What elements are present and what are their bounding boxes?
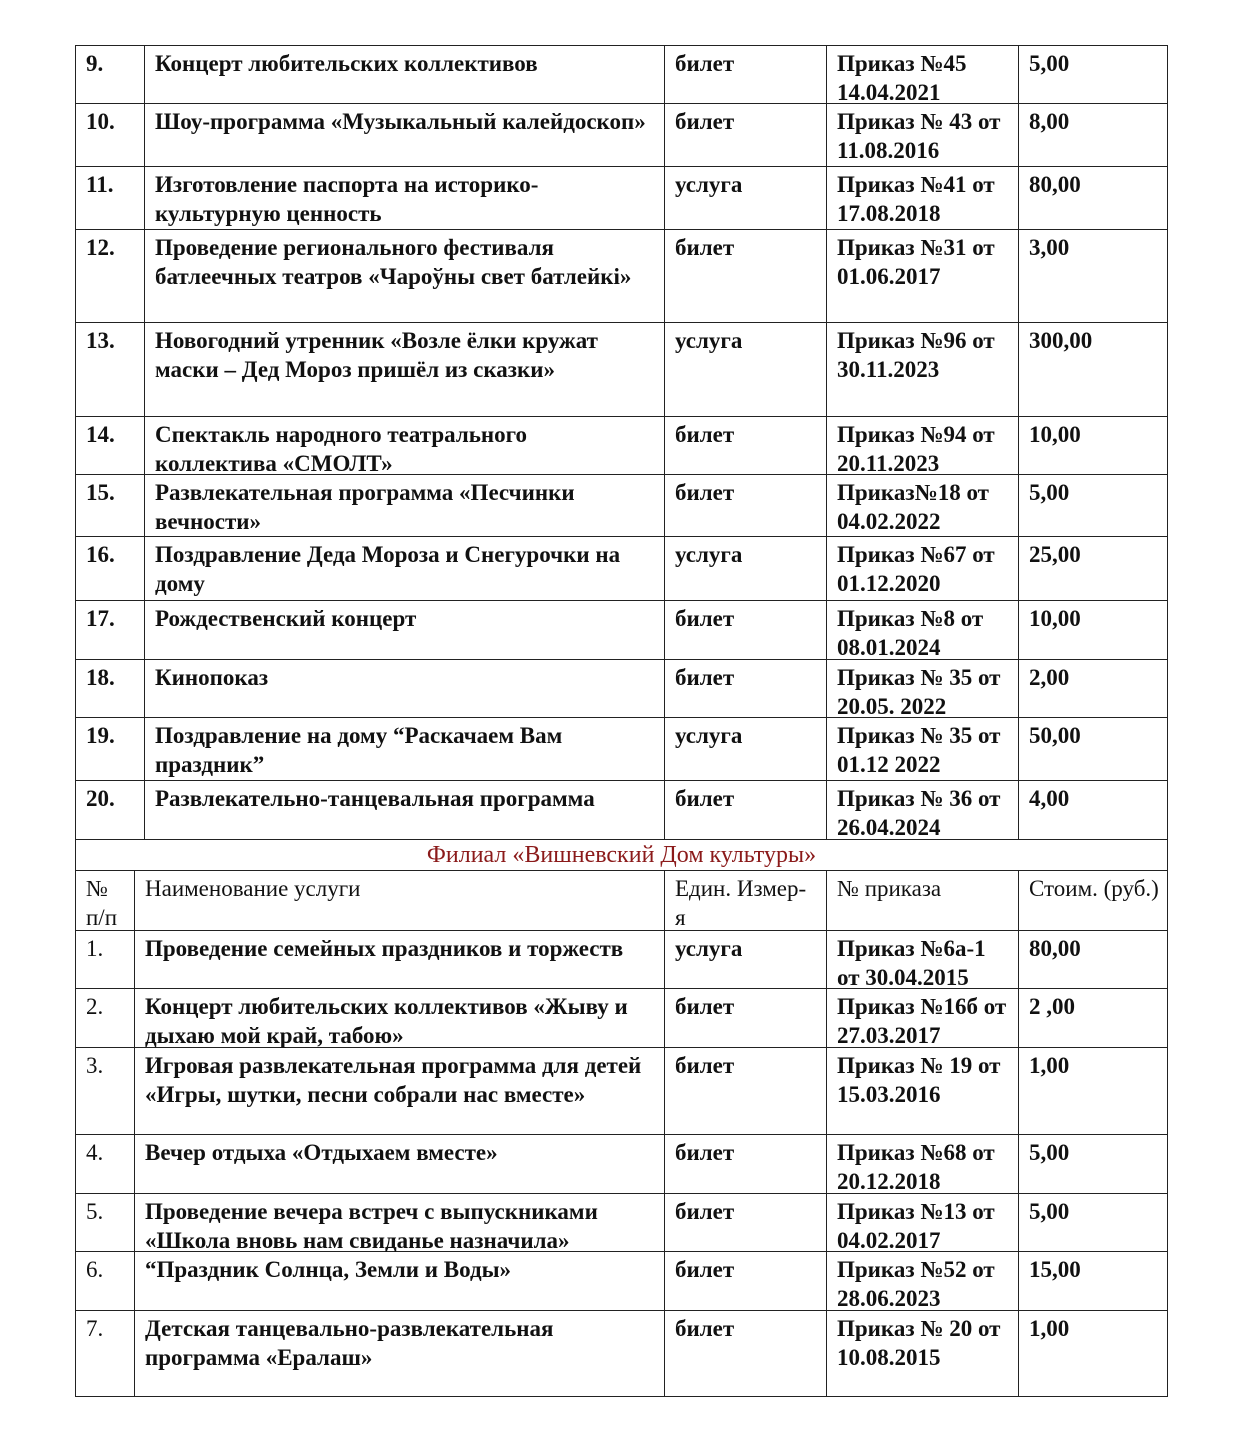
table-row <box>75 1135 1168 1194</box>
order-reference: Приказ № 36 от 26.04.2024 <box>826 781 1018 839</box>
table-row <box>75 537 1168 601</box>
table-row <box>75 323 1168 417</box>
order-reference: Приказ № 35 от 01.12 2022 <box>826 718 1018 780</box>
price: 2,00 <box>1018 660 1169 717</box>
table-row <box>75 475 1168 537</box>
order-reference: Приказ №45 14.04.2021 <box>826 46 1018 103</box>
service-name: Изготовление паспорта на историко-культурную ценность <box>144 167 664 229</box>
unit-of-measure: услуга <box>664 167 826 229</box>
row-number: 14. <box>86 422 115 447</box>
table-row <box>75 718 1168 781</box>
unit-of-measure: билет <box>664 475 826 536</box>
row-number: 7. <box>86 1316 104 1341</box>
order-reference: Приказ №41 от 17.08.2018 <box>826 167 1018 229</box>
table-row <box>75 104 1168 167</box>
unit-of-measure: билет <box>664 230 826 322</box>
order-reference: Приказ №68 от 20.12.2018 <box>826 1135 1018 1193</box>
order-reference: Приказ №31 от 01.06.2017 <box>826 230 1018 322</box>
table-row <box>75 417 1168 475</box>
table-row <box>75 167 1168 230</box>
row-number: 5. <box>86 1199 104 1224</box>
table-row <box>75 1311 1168 1397</box>
service-name: Поздравление Деда Мороза и Снегурочки на дому <box>144 537 664 600</box>
unit-of-measure: услуга <box>664 931 826 988</box>
service-name: Детская танцевально-развлекательная программа «Ералаш» <box>134 1311 664 1396</box>
service-name: Проведение семейных праздников и торжеств <box>134 931 664 988</box>
table-row <box>75 781 1168 840</box>
section-title-row <box>75 840 1168 871</box>
unit-of-measure: билет <box>664 781 826 839</box>
unit-of-measure: билет <box>664 1194 826 1251</box>
header-order-reference: № приказа <box>826 871 1018 930</box>
price: 10,00 <box>1018 601 1169 659</box>
table-row <box>75 660 1168 718</box>
row-number: 6. <box>86 1257 104 1282</box>
price: 5,00 <box>1018 1194 1169 1251</box>
order-reference: Приказ №13 от 04.02.2017 <box>826 1194 1018 1251</box>
row-number: 11. <box>86 172 114 197</box>
order-reference: Приказ №96 от 30.11.2023 <box>826 323 1018 416</box>
header-unit-of-measure: Един. Измер-я <box>664 871 826 930</box>
price: 8,00 <box>1018 104 1169 166</box>
unit-of-measure: билет <box>664 417 826 474</box>
row-number: 2. <box>86 994 104 1019</box>
unit-of-measure: билет <box>664 46 826 103</box>
unit-of-measure: услуга <box>664 323 826 416</box>
table-row <box>75 1194 1168 1252</box>
price: 4,00 <box>1018 781 1169 839</box>
price: 1,00 <box>1018 1048 1169 1134</box>
unit-of-measure: билет <box>664 989 826 1047</box>
price: 300,00 <box>1018 323 1169 416</box>
service-name: Игровая развлекательная программа для детей «Игры, шутки, песни собрали нас вместе» <box>134 1048 664 1134</box>
price: 3,00 <box>1018 230 1169 322</box>
header-service-name: Наименование услуги <box>134 871 664 930</box>
service-name: Развлекательная программа «Песчинки вечности» <box>144 475 664 536</box>
row-number: 13. <box>86 328 115 353</box>
row-number: 9. <box>86 51 104 76</box>
price: 5,00 <box>1018 46 1169 103</box>
table-row <box>75 601 1168 660</box>
price: 1,00 <box>1018 1311 1169 1396</box>
price: 2 ,00 <box>1018 989 1169 1047</box>
header-row-number: № п/п <box>86 876 118 930</box>
row-number: 10. <box>86 109 115 134</box>
service-name: Развлекательно-танцевальная программа <box>144 781 664 839</box>
service-name: Поздравление на дому “Раскачаем Вам праздник” <box>144 718 664 780</box>
table-row <box>75 230 1168 323</box>
order-reference: Приказ № 35 от 20.05. 2022 <box>826 660 1018 717</box>
order-reference: Приказ№18 от 04.02.2022 <box>826 475 1018 536</box>
tariff-table <box>75 45 1168 1397</box>
price: 5,00 <box>1018 475 1169 536</box>
unit-of-measure: билет <box>664 104 826 166</box>
table-row <box>75 45 1168 104</box>
unit-of-measure: билет <box>664 1048 826 1134</box>
unit-of-measure: билет <box>664 1252 826 1310</box>
service-name: Кинопоказ <box>144 660 664 717</box>
row-number: 20. <box>86 786 115 811</box>
order-reference: Приказ №52 от 28.06.2023 <box>826 1252 1018 1310</box>
unit-of-measure: билет <box>664 1135 826 1193</box>
order-reference: Приказ №94 от 20.11.2023 <box>826 417 1018 474</box>
row-number: 19. <box>86 723 115 748</box>
row-number: 15. <box>86 480 115 505</box>
unit-of-measure: билет <box>664 660 826 717</box>
table-row <box>75 989 1168 1048</box>
row-number: 18. <box>86 665 115 690</box>
unit-of-measure: услуга <box>664 718 826 780</box>
service-name: Вечер отдыха «Отдыхаем вместе» <box>134 1135 664 1193</box>
service-name: Концерт любительских коллективов «Жыву и дыхаю мой край, табою» <box>134 989 664 1047</box>
service-name: Спектакль народного театрального коллектива «СМОЛТ» <box>144 417 664 474</box>
order-reference: Приказ № 19 от 15.03.2016 <box>826 1048 1018 1134</box>
table-row <box>75 1048 1168 1135</box>
price: 80,00 <box>1018 931 1169 988</box>
service-name: “Праздник Солнца, Земли и Воды» <box>134 1252 664 1310</box>
unit-of-measure: услуга <box>664 537 826 600</box>
unit-of-measure: билет <box>664 601 826 659</box>
order-reference: Приказ № 43 от 11.08.2016 <box>826 104 1018 166</box>
unit-of-measure: билет <box>664 1311 826 1396</box>
price: 10,00 <box>1018 417 1169 474</box>
row-number: 17. <box>86 606 115 631</box>
service-name: Концерт любительских коллективов <box>144 46 664 103</box>
row-number: 12. <box>86 235 115 260</box>
price: 5,00 <box>1018 1135 1169 1193</box>
service-name: Проведение вечера встреч с выпускниками «Школа вновь нам свиданье назначила» <box>134 1194 664 1251</box>
service-name: Проведение регионального фестиваля батлеечных театров «Чароўны свет батлейкі» <box>144 230 664 322</box>
service-name: Рождественский концерт <box>144 601 664 659</box>
price: 25,00 <box>1018 537 1169 600</box>
table-row <box>75 1252 1168 1311</box>
price: 15,00 <box>1018 1252 1169 1310</box>
order-reference: Приказ №8 от 08.01.2024 <box>826 601 1018 659</box>
service-name: Шоу-программа «Музыкальный калейдоскоп» <box>144 104 664 166</box>
order-reference: Приказ № 20 от 10.08.2015 <box>826 1311 1018 1396</box>
header-price: Стоим. (руб.) <box>1018 871 1169 930</box>
table-row <box>75 931 1168 989</box>
order-reference: Приказ №6а-1 от 30.04.2015 <box>826 931 1018 988</box>
row-number: 1. <box>86 936 104 961</box>
price: 50,00 <box>1018 718 1169 780</box>
service-name: Новогодний утренник «Возле ёлки кружат маски – Дед Мороз пришёл из сказки» <box>144 323 664 416</box>
section-title: Филиал «Вишневский Дом культуры» <box>426 842 817 868</box>
row-number: 3. <box>86 1053 104 1078</box>
order-reference: Приказ №16б от 27.03.2017 <box>826 989 1018 1047</box>
order-reference: Приказ №67 от 01.12.2020 <box>826 537 1018 600</box>
price: 80,00 <box>1018 167 1169 229</box>
row-number: 16. <box>86 542 115 567</box>
table-header-row <box>75 871 1168 931</box>
row-number: 4. <box>86 1140 104 1165</box>
